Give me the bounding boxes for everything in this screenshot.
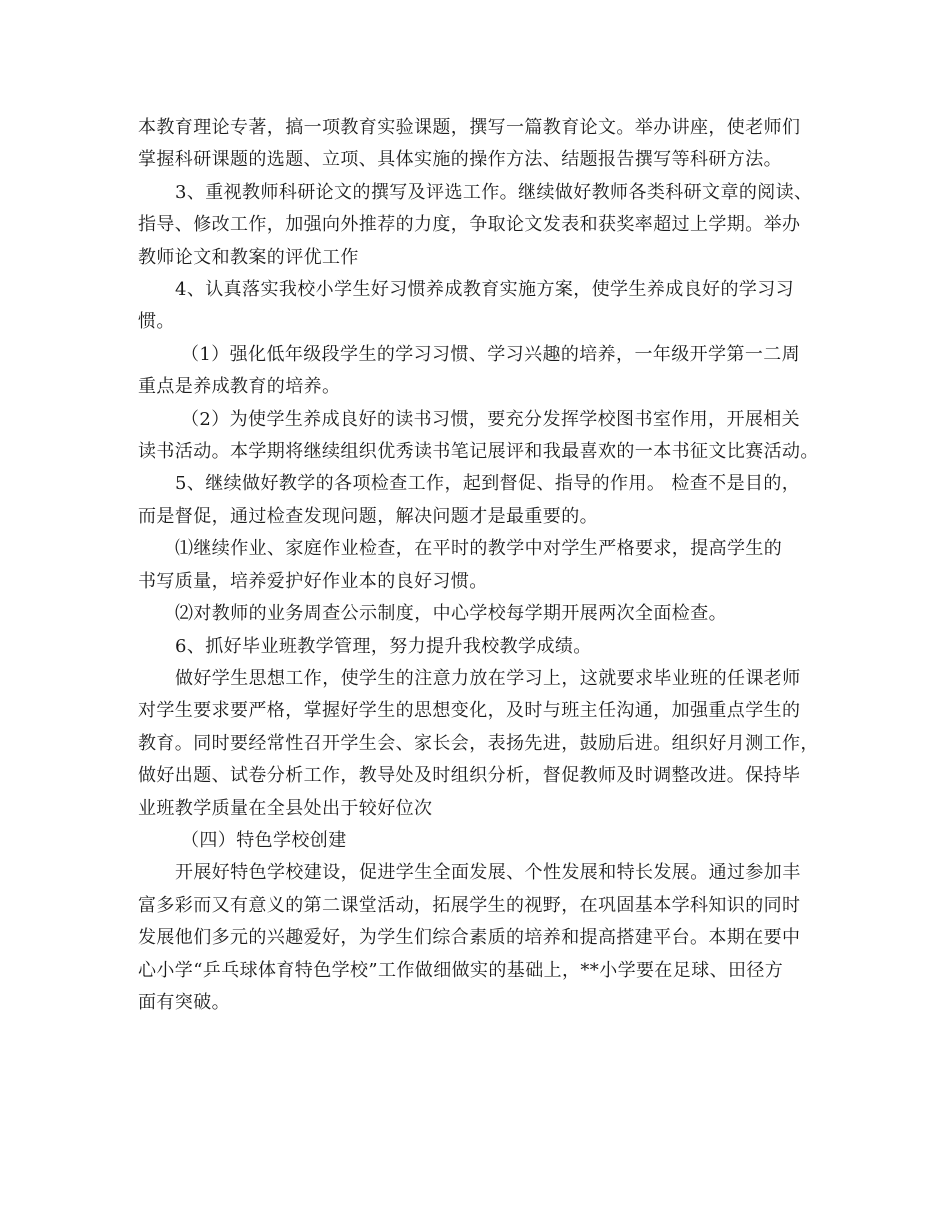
text-line: 本教育理论专著，搞一项教育实验课题，撰写一篇教育论文。举办讲座，使老师们 [138, 117, 801, 138]
text-line: 教育。同时要经常性召开学生会、家长会，表扬先进，鼓励后进。组织好月测工作， [138, 732, 819, 754]
document-body [138, 112, 828, 1019]
text-line: 指导、修改工作，加强向外推荐的力度，争取论文发表和获奖率超过上学期。举办 [138, 214, 801, 236]
text-line: （2）为使学生养成良好的读书习惯，要充分发挥学校图书室作用，开展相关 [181, 408, 801, 430]
text-line: 掌握科研课题的选题、立项、具体实施的操作方法、结题报告撰写等科研方法。 [138, 149, 782, 171]
text-line: 面有突破。 [138, 991, 230, 1013]
text-line: 5、继续做好教学的各项检查工作，起到督促、指导的作用。 检查不是目的， [175, 473, 801, 495]
text-line: 6、抓好毕业班教学管理，努力提升我校教学成绩。 [175, 635, 592, 657]
text-line: 而是督促，通过检查发现问题，解决问题才是最重要的。 [138, 505, 598, 527]
text-line: 发展他们多元的兴趣爱好，为学生们综合素质的培养和提高搭建平台。本期在要中 [138, 927, 801, 949]
text-line: 做好出题、试卷分析工作，教导处及时组织分析，督促教师及时调整改进。保持毕 [138, 765, 801, 787]
text-line: 教师论文和教案的评优工作 [138, 246, 359, 268]
text-line: （1）强化低年级段学生的学习习惯、学习兴趣的培养，一年级开学第一二周 [181, 343, 801, 365]
text-line: 富多彩而又有意义的第二课堂活动，拓展学生的视野，在巩固基本学科知识的同时 [138, 894, 801, 916]
text-line: 心小学“乒乓球体育特色学校”工作做细做实的基础上，**小学要在足球、田径方 [138, 959, 784, 981]
section-heading: （四）特色学校创建 [181, 829, 347, 851]
text-line: ⑵对教师的业务周查公示制度，中心学校每学期开展两次全面检查。 [175, 603, 727, 625]
text-line: 4、认真落实我校小学生好习惯养成教育实施方案，使学生养成良好的学习习 [175, 279, 795, 301]
text-line: ⑴继续作业、家庭作业检查，在平时的教学中对学生严格要求，提高学生的 [175, 538, 783, 560]
text-line: 业班教学质量在全县处出于较好位次 [138, 797, 433, 819]
text-line: 做好学生思想工作，使学生的注意力放在学习上，这就要求毕业班的任课老师 [175, 667, 801, 689]
text-line: 3、重视教师科研论文的撰写及评选工作。继续做好教师各类科研文章的阅读、 [175, 181, 813, 203]
text-line: 对学生要求要严格，掌握好学生的思想变化，及时与班主任沟通，加强重点学生的 [138, 700, 801, 722]
text-line: 读书活动。本学期将继续组织优秀读书笔记展评和我最喜欢的一本书征文比赛活动。 [138, 441, 819, 463]
text-line: 重点是养成教育的培养。 [138, 376, 341, 398]
text-line: 惯。 [138, 311, 175, 333]
text-line: 开展好特色学校建设，促进学生全面发展、个性发展和特长发展。通过参加丰 [175, 862, 801, 884]
text-line: 书写质量，培养爱护好作业本的良好习惯。 [138, 570, 488, 592]
